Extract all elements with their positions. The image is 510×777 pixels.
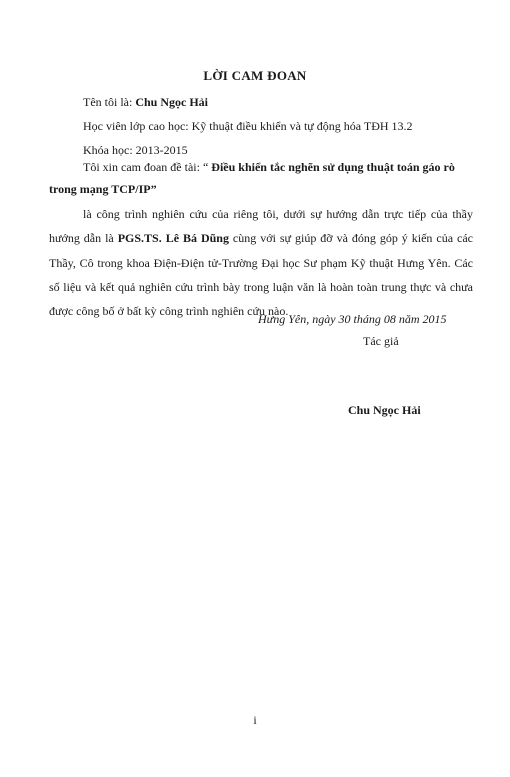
topic-title-part2: trong mạng TCP/IP” [49, 182, 157, 196]
course-line: Khóa học: 2013-2015 [83, 143, 188, 157]
class-line: Học viên lớp cao học: Kỹ thuật điều khiển và tự động hóa TĐH 13.2 [83, 119, 413, 133]
declaration-paragraph [49, 202, 473, 323]
topic-prefix: Tôi xin cam đoan đề tài: “ [83, 160, 212, 174]
topic-line [83, 160, 455, 175]
author-label: Tác giả [363, 334, 399, 348]
page-number: i [253, 713, 257, 727]
name-label: Tên tôi là: [83, 95, 136, 109]
author-name: Chu Ngọc Hải [135, 95, 209, 109]
signature-name: Chu Ngọc Hải [348, 403, 421, 417]
body-text-1: là công trình nghiên cứu của riêng tôi, dưới sự hướng dẫn trực tiếp của thầy hướng dẫn là [49, 207, 473, 246]
supervisor-name: PGS.TS. Lê Bá Dũng [117, 231, 229, 246]
topic-title-part1: Điều khiển tắc nghẽn sử dụng thuật toán gáo rò [211, 160, 455, 174]
place-date: Hưng Yên, ngày 30 tháng 08 năm 2015 [258, 312, 447, 326]
page-title: LỜI CAM ĐOAN [203, 68, 307, 83]
name-line [83, 95, 208, 110]
body-text-2: cùng với sự giúp đỡ và đóng góp ý kiến của các Thầy, Cô trong khoa Điện-Điện tử-Trường Đại học Sư phạm Kỹ thuật Hưng Yên. Các số liệu và kết quả nghiên cứu trình bày trong luận văn là hoàn toàn trung thực và chưa được công bố ở bất kỳ công trình nghiên cứu nào. [49, 231, 473, 319]
